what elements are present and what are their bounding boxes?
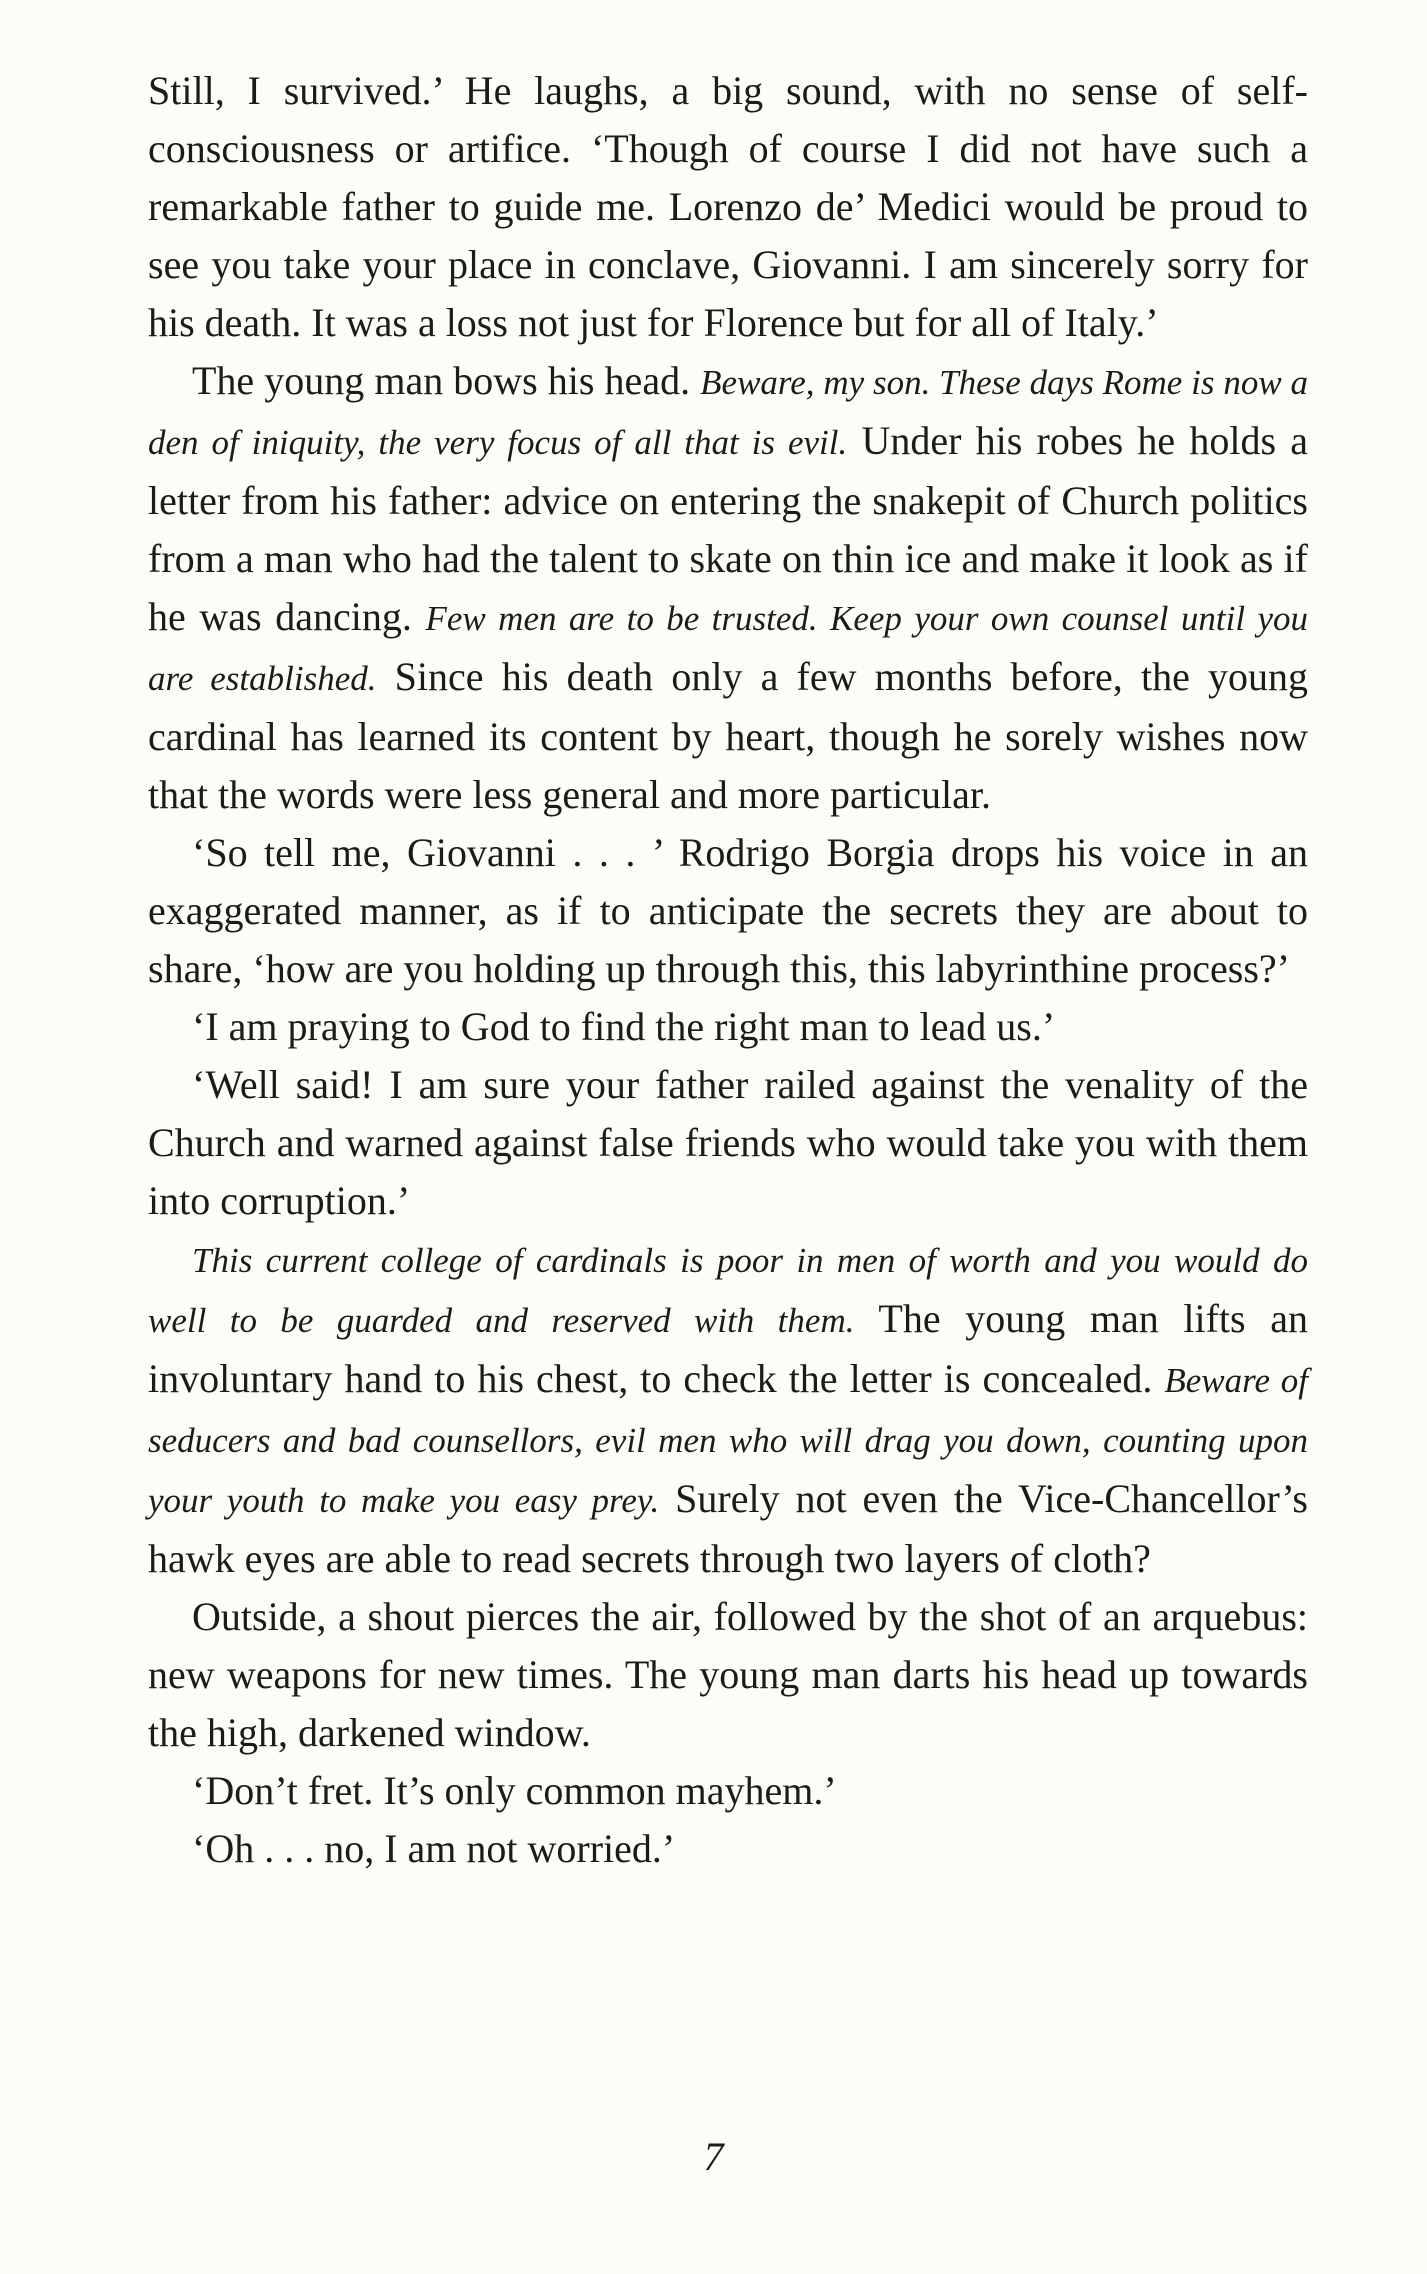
paragraph-7 — [148, 1588, 1308, 1762]
paragraph-9 — [148, 1820, 1308, 1878]
italic-letter-quote: Beware, my son. These days Rome is now a den of iniquity, the very focus of all that is evil. — [148, 363, 1308, 462]
paragraph-2 — [148, 352, 1308, 824]
page-number: 7 — [703, 2134, 724, 2179]
text-run: The young man lifts an involuntary hand to his chest, to check the letter is concealed. — [148, 1296, 1308, 1401]
italic-letter-quote: Few men are to be trusted. Keep your own counsel until you are established. — [148, 599, 1308, 698]
text-run: Surely not even the Vice-Chancellor’s hawk eyes are able to read secrets through two layers of cloth? — [148, 1476, 1308, 1581]
paragraph-6 — [148, 1230, 1308, 1588]
text-run: Outside, a shout pierces the air, followed by the shot of an arquebus: new weapons for new times. The young man darts his head up towards the high, darkened window. — [148, 1594, 1308, 1755]
text-run: ‘Well said! I am sure your father railed against the venality of the Church and warned against false friends who would take you with them into corruption.’ — [148, 1062, 1308, 1223]
paragraph-4 — [148, 998, 1308, 1056]
text-run: ‘Don’t fret. It’s only common mayhem.’ — [192, 1768, 837, 1813]
paragraph-3 — [148, 824, 1308, 998]
text-run: Still, I survived.’ He laughs, a big sound, with no sense of self-consciousness or artifice. ‘Though of course I did not have such a remarkable father to guide me. Lorenzo de’ Medici would be proud to see you take your place in conclave, Giovanni. I am sincerely sorry for his death. It was a loss not just for Florence but for all of Italy.’ — [148, 68, 1308, 345]
paragraph-1 — [148, 62, 1308, 352]
italic-letter-quote: This current college of cardinals is poor in men of worth and you would do well to be guarded and reserved with them. — [148, 1241, 1308, 1340]
text-run: The young man bows his head. — [192, 358, 701, 403]
book-page-text — [148, 62, 1308, 1878]
italic-letter-quote: Beware of seducers and bad counsellors, evil men who will drag you down, counting upon your youth to make you easy prey. — [148, 1361, 1309, 1520]
text-run: ‘So tell me, Giovanni . . . ’ Rodrigo Borgia drops his voice in an exaggerated manner, as if to anticipate the secrets they are about to share, ‘how are you holding up through this, this labyrinthine process?’ — [148, 830, 1308, 991]
text-run: Under his robes he holds a letter from his father: advice on entering the snakepit of Church politics from a man who had the talent to skate on thin ice and make it look as if he was dancing. — [148, 418, 1309, 639]
text-run: ‘Oh . . . no, I am not worried.’ — [192, 1826, 676, 1871]
text-run: ‘I am praying to God to find the right man to lead us.’ — [192, 1004, 1056, 1049]
paragraph-5 — [148, 1056, 1308, 1230]
paragraph-8 — [148, 1762, 1308, 1820]
text-run: Since his death only a few months before, the young cardinal has learned its content by heart, though he sorely wishes now that the words were less general and more particular. — [148, 654, 1308, 817]
